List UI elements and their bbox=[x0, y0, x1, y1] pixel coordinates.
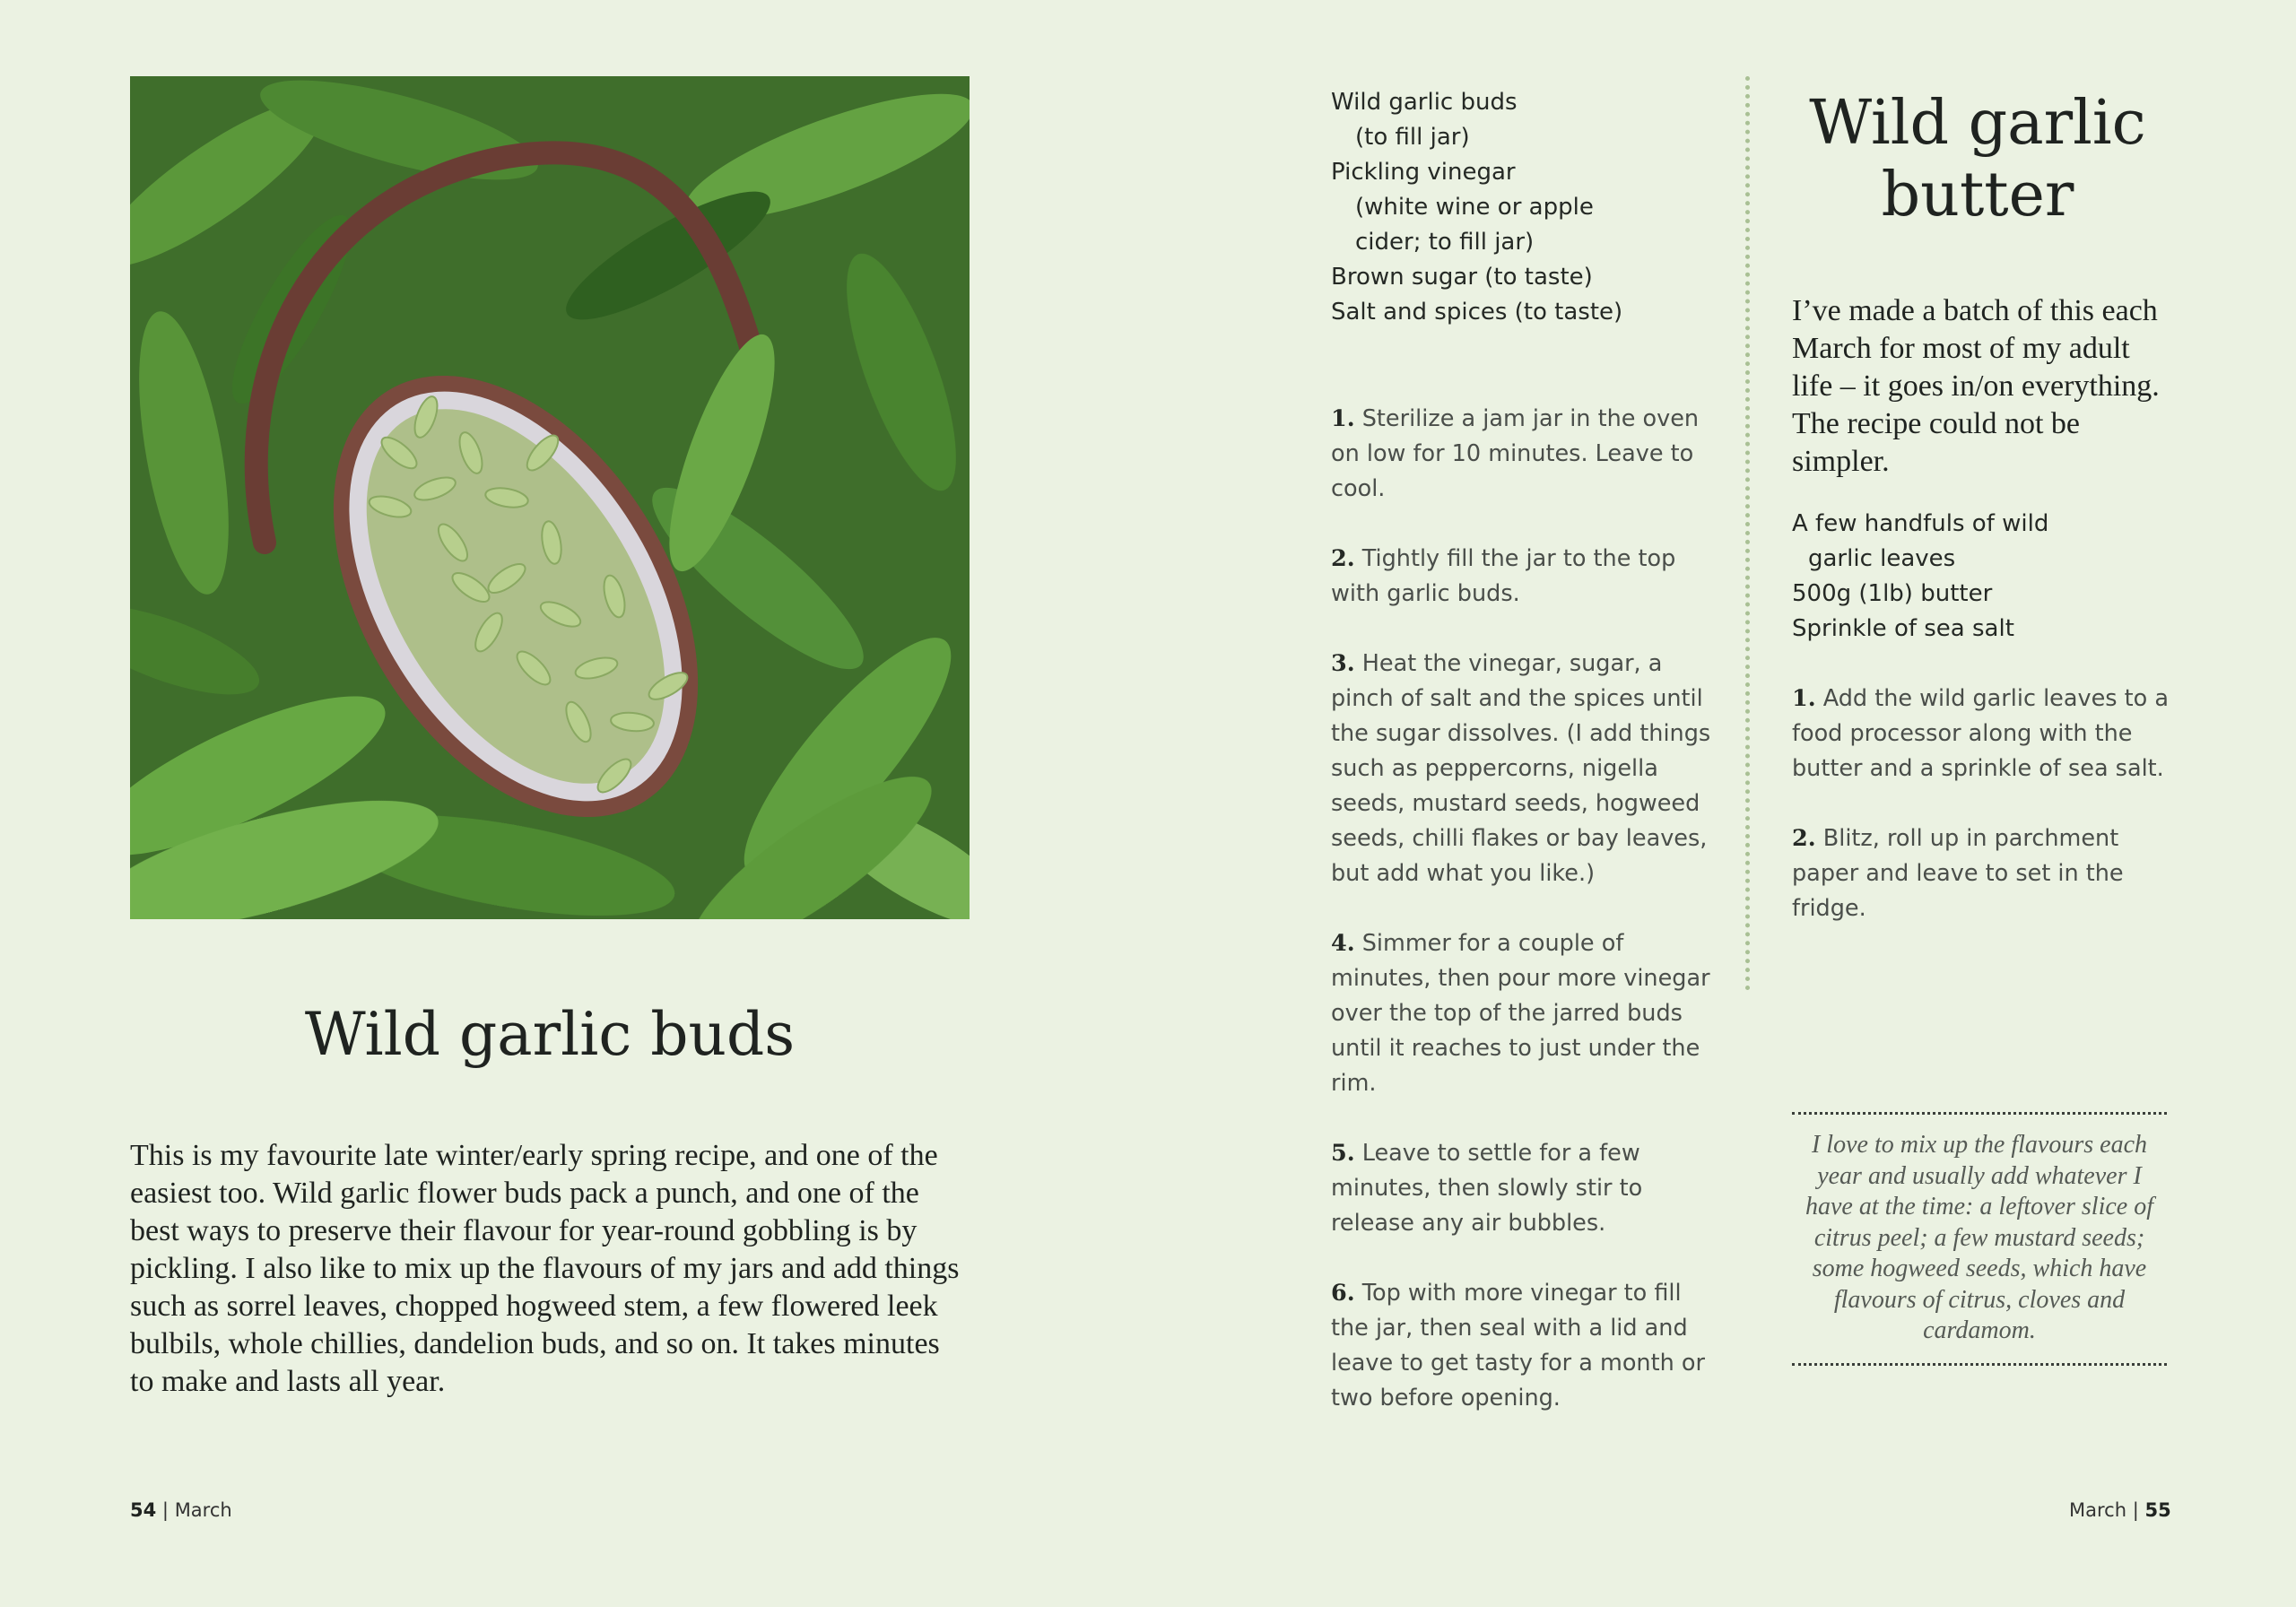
butter-method bbox=[1792, 682, 2178, 961]
step-text: Heat the vinegar, sugar, a pinch of salt and the spices until the sugar dissolves. (I add things such as peppercorns, nigella seeds, mustard seeds, hogweed seeds, chilli flakes or bay leaves, but add what you like.) bbox=[1331, 650, 1711, 887]
step-number: 4. bbox=[1331, 930, 1355, 957]
method-step bbox=[1331, 1136, 1717, 1241]
step-number: 6. bbox=[1331, 1280, 1355, 1307]
step-number: 2. bbox=[1331, 545, 1355, 572]
section-name: March bbox=[2069, 1499, 2127, 1521]
ingredient-item: Brown sugar (to taste) bbox=[1331, 264, 1593, 291]
butter-title-line2: butter bbox=[1881, 160, 2074, 230]
ingredient-item: Pickling vinegar bbox=[1331, 159, 1516, 186]
buds-method bbox=[1331, 402, 1717, 1451]
section-name: March bbox=[174, 1499, 232, 1521]
ingredient-item: Wild garlic buds bbox=[1331, 89, 1518, 116]
column-divider bbox=[1745, 76, 1750, 991]
method-step bbox=[1792, 821, 2178, 926]
ingredient-item: garlic leaves bbox=[1808, 545, 1956, 572]
butter-ingredients-list bbox=[1792, 507, 2178, 647]
page-footer-right bbox=[2069, 1499, 2171, 1521]
tip-box: I love to mix up the flavours each year and usually add whatever I have at the time: a leftover slice of citrus peel; a few mustard seeds; some hogweed seeds, which have flavours of citrus, cloves and cardamom. bbox=[1792, 1112, 2167, 1366]
method-step bbox=[1331, 542, 1717, 612]
method-step bbox=[1792, 682, 2178, 786]
ingredient-item: A few handfuls of wild bbox=[1792, 510, 2049, 537]
butter-title-line1: Wild garlic bbox=[1809, 88, 2146, 159]
ingredient-item: (white wine or apple bbox=[1355, 194, 1594, 221]
method-step bbox=[1331, 647, 1717, 891]
step-number: 5. bbox=[1331, 1140, 1355, 1167]
step-text: Top with more vinegar to fill the jar, then seal with a lid and leave to get tasty for a month or two before opening. bbox=[1331, 1280, 1705, 1412]
step-number: 1. bbox=[1331, 405, 1355, 432]
buds-recipe-title: Wild garlic buds bbox=[304, 1000, 796, 1069]
step-text: Tightly fill the jar to the top with garlic buds. bbox=[1331, 545, 1676, 607]
step-number: 2. bbox=[1792, 825, 1816, 852]
step-number: 3. bbox=[1331, 650, 1355, 677]
wild-garlic-photo bbox=[130, 76, 970, 919]
page-number: 54 bbox=[130, 1499, 157, 1521]
page-footer-left bbox=[130, 1499, 232, 1521]
buds-recipe-intro: This is my favourite late winter/early spring recipe, and one of the easiest too. Wild garlic flower buds pack a punch, and one of the best ways to preserve their flavour for year-round gobbling is by pickling. I also like to mix up the flavours of my jars and add things such as sorrel leaves, chopped hogweed stem, a few flowered leek bulbils, whole chillies, dandelion buds, and so on. It takes minutes to make and lasts all year. bbox=[130, 1139, 960, 1398]
buds-ingredients-list bbox=[1331, 85, 1717, 330]
page-number: 55 bbox=[2144, 1499, 2171, 1521]
step-text: Sterilize a jam jar in the oven on low for 10 minutes. Leave to cool. bbox=[1331, 405, 1700, 502]
butter-recipe-title bbox=[1785, 88, 2170, 231]
footer-separator: | bbox=[161, 1499, 169, 1521]
ingredient-item: (to fill jar) bbox=[1355, 124, 1470, 151]
ingredient-item: Sprinkle of sea salt bbox=[1792, 615, 2014, 642]
step-text: Add the wild garlic leaves to a food processor along with the butter and a sprinkle of sea salt. bbox=[1792, 685, 2169, 782]
step-text: Blitz, roll up in parchment paper and leave to set in the fridge. bbox=[1792, 825, 2124, 922]
method-step bbox=[1331, 926, 1717, 1101]
step-number: 1. bbox=[1792, 685, 1816, 712]
ingredient-item: cider; to fill jar) bbox=[1355, 229, 1535, 256]
step-text: Leave to settle for a few minutes, then slowly stir to release any air bubbles. bbox=[1331, 1140, 1643, 1237]
ingredient-item: Salt and spices (to taste) bbox=[1331, 299, 1623, 326]
method-step bbox=[1331, 1276, 1717, 1416]
step-text: Simmer for a couple of minutes, then pour more vinegar over the top of the jarred buds until it reaches to just under the rim. bbox=[1331, 930, 1710, 1097]
ingredient-item: 500g (1lb) butter bbox=[1792, 580, 1993, 607]
method-step bbox=[1331, 402, 1717, 507]
butter-recipe-intro: I’ve made a batch of this each March for most of my adult life – it goes in/on everything. The recipe could not be simpler. bbox=[1792, 294, 2160, 478]
footer-separator: | bbox=[2132, 1499, 2139, 1521]
